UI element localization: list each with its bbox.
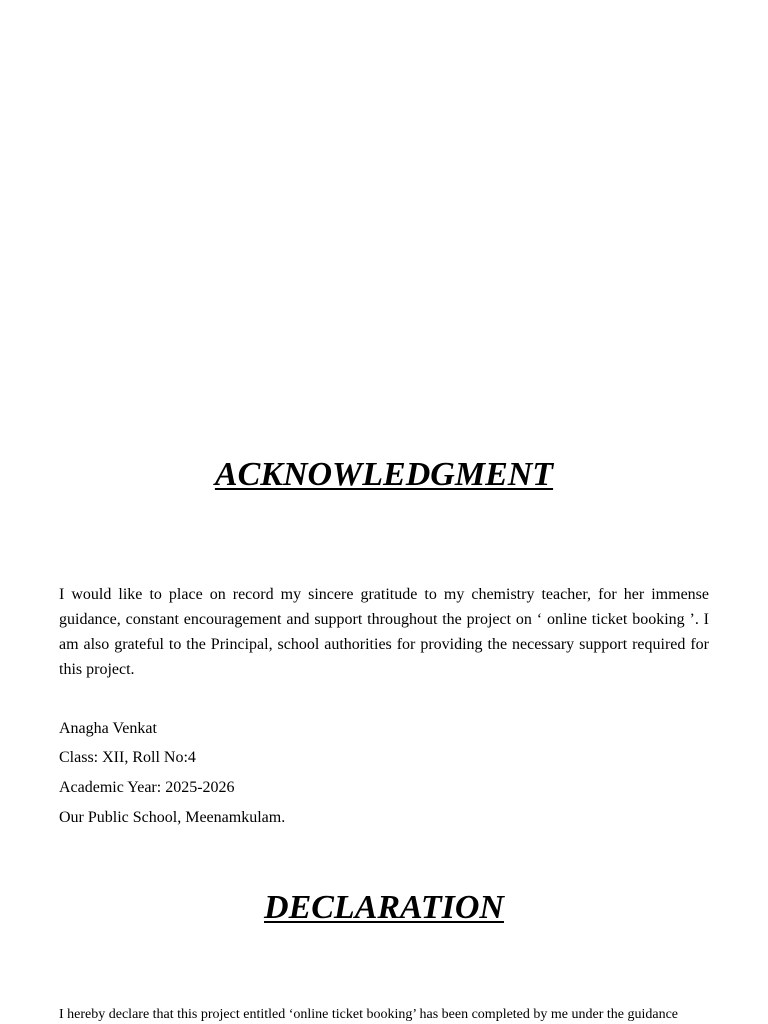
class-roll-number: Class: XII, Roll No:4 (59, 749, 196, 766)
academic-year: Academic Year: 2025-2026 (59, 779, 235, 796)
acknowledgment-heading: ACKNOWLEDGMENT (214, 456, 554, 493)
declaration-paragraph: I hereby declare that this project entitled ‘online ticket booking’ has been completed by me under the guidance (59, 1007, 679, 1022)
declaration-heading: DECLARATION (264, 889, 504, 926)
school-name: Our Public School, Meenamkulam. (59, 809, 286, 826)
acknowledgment-paragraph: I would like to place on record my sincere gratitude to my chemistry teacher, for her immense guidance, constant encouragement and support throughout the project on ‘ online ticket booking ’. I am also grateful to the Principal, school authorities for providing the necessary support required for this project. (59, 586, 709, 678)
student-name: Anagha Venkat (59, 720, 157, 737)
